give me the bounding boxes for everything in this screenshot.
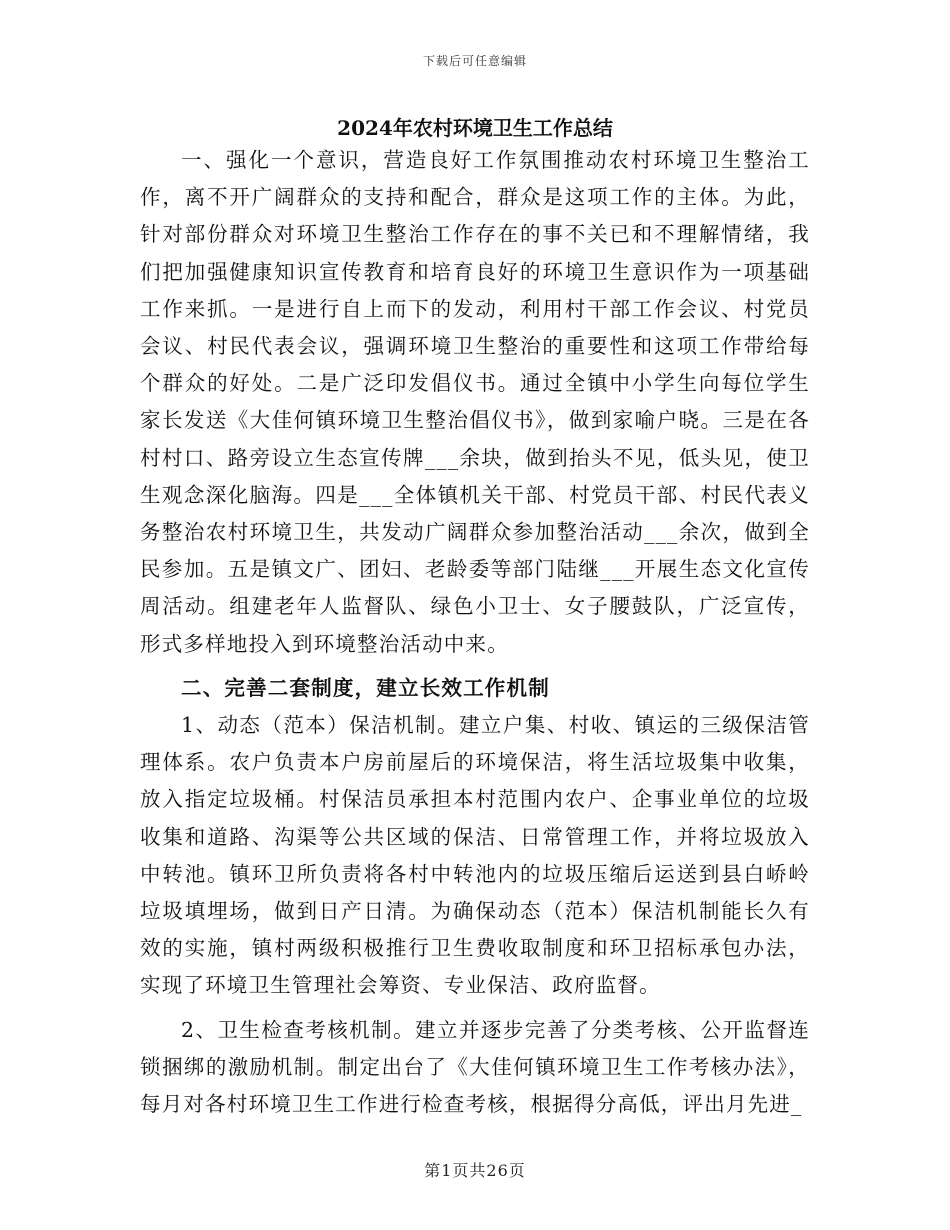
page-number-footer: 第1页共26页 — [424, 1161, 526, 1180]
page-header-note: 下载后可任意编辑 — [422, 54, 527, 68]
paragraph-cleaning-mechanism: 1、动态（范本）保洁机制。建立户集、村收、镇运的三级保洁管理体系。农户负责本户房前屋后的环境保洁，将生活垃圾集中收集，放入指定垃圾桶。村保洁员承担本村范围内农户、企事业单位的垃圾收集和道路、沟渠等公共区域的保洁、日常管理工作，并将垃圾放入中转池。镇环卫所负责将各村中转池内的垃圾压缩后运送到县白峤岭垃圾填埋场，做到日产日清。为确保动态（范本）保洁机制能长久有效的实施，镇村两级积极推行卫生费收取制度和环卫招标承包办法，实现了环境卫生管理社会筹资、专业保洁、政府监督。 — [140, 713, 810, 998]
paragraph-section-one: 一、强化一个意识，营造良好工作氛围推动农村环境卫生整治工作，离不开广阔群众的支持和配合，群众是这项工作的主体。为此，针对部份群众对环境卫生整治工作存在的事不关已和不理解情绪，我们把加强健康知识宣传教育和培育良好的环境卫生意识作为一项基础工作来抓。一是进行自上而下的发动，利用村干部工作会议、村党员会议、村民代表会议，强调环境卫生整治的重要性和这项工作带给每个群众的好处。二是广泛印发倡仪书。通过全镇中小学生向每位学生家长发送《大佳何镇环境卫生整治倡仪书》，做到家喻户晓。三是在各村村口、路旁设立生态宣传牌___余块，做到抬头不见，低头见，使卫生观念深化脑海。四是___全体镇机关干部、村党员干部、村民代表义务整治农村环境卫生，共发动广阔群众参加整治活动___余次，做到全民参加。五是镇文广、团妇、老龄委等部门陆继___开展生态文化宣传周活动。组建老年人监督队、绿色小卫士、女子腰鼓队，广泛宣传，形式多样地投入到环境整治活动中来。 — [140, 148, 810, 656]
document-body — [140, 142, 810, 1123]
document-title: 2024年农村环境卫生工作总结 — [337, 116, 613, 140]
paragraph-inspection-mechanism: 2、卫生检查考核机制。建立并逐步完善了分类考核、公开监督连锁捆绑的激励机制。制定出台了《大佳何镇环境卫生工作考核办法》，每月对各村环境卫生工作进行检查考核，根据得分高低，评出月先进_ — [140, 1017, 810, 1117]
section-heading-two: 二、完善二套制度，建立长效工作机制 — [181, 675, 550, 700]
